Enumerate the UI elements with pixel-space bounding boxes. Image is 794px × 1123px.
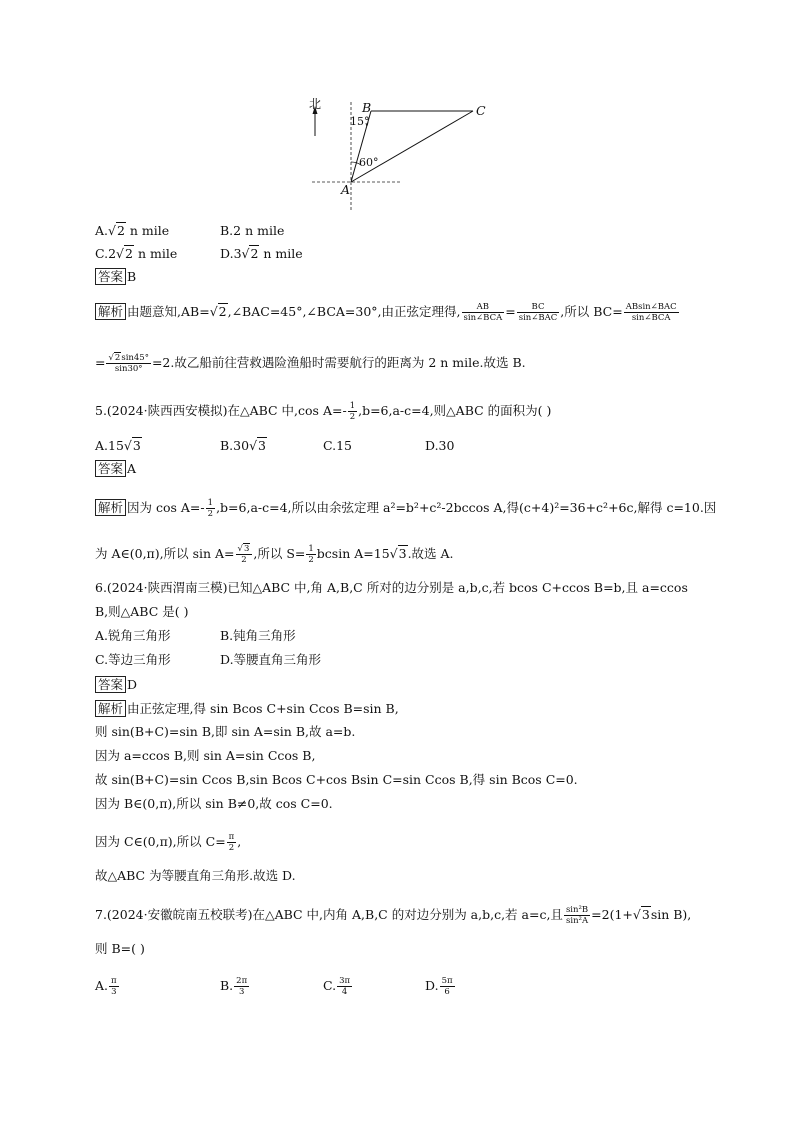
figure-angle-60: 60°: [359, 156, 379, 169]
q6-option-b: B.钝角三角形: [220, 628, 296, 643]
q5-analysis-line1: 解析 因为 cos A=- $\frac{1}{2}$ ,b=6,a-c=4,所以由余弦定理 a²=b²+c²-2bccos A,得(c+4)²=36+c²+6c,解得 c=10.因: [95, 498, 716, 519]
q6-option-c: C.等边三角形: [95, 652, 171, 667]
answer-tag: 答案: [95, 268, 126, 285]
analysis-tag: 解析: [95, 700, 126, 717]
q5-analysis-line2: 为 A∈(0,π),所以 sin A= $\frac{√3}{2}$ ,所以 S= $\frac{1}{2}$ bcsin A=15√3.故选 A.: [95, 544, 454, 565]
q5-option-c: C.15: [323, 438, 352, 453]
q4-option-d: D.3√2 n mile: [220, 246, 303, 261]
q4-analysis-line2: = $\frac{√2\sin 45^\circ}{\sin 30^\circ}$ =2.故乙船前往营救遇险渔船时需要航行的距离为 2 n mile.故选 B.: [95, 353, 526, 374]
analysis-tag: 解析: [95, 499, 126, 516]
q6-analysis-line2: 则 sin(B+C)=sin B,即 sin A=sin B,故 a=b.: [95, 724, 356, 739]
analysis-tag: 解析: [95, 303, 126, 320]
q5-option-d: D.30: [425, 438, 455, 453]
answer-tag: 答案: [95, 676, 126, 693]
figure-label-A: A: [341, 182, 351, 197]
q6-stem-line1: 6.(2024·陕西渭南三模)已知△ABC 中,角 A,B,C 所对的边分别是 a,b,c,若 bcos C+ccos B=b,且 a=ccos: [95, 580, 688, 595]
q4-answer: 答案 B: [95, 268, 136, 285]
q5-answer: 答案 A: [95, 460, 136, 477]
figure-angle-15: 15°: [350, 115, 370, 128]
q4-option-c: C.2√2 n mile: [95, 246, 178, 261]
q7-option-b: B. $\frac{2\pi}{3}$: [220, 976, 248, 997]
q5-option-b: B.30√3: [220, 438, 266, 453]
q6-stem-line2: B,则△ABC 是( ): [95, 604, 189, 619]
q7-option-c: C. $\frac{3\pi}{4}$: [323, 976, 351, 997]
q6-option-d: D.等腰直角三角形: [220, 652, 322, 667]
q6-analysis-line1: 解析 由正弦定理,得 sin Bcos C+sin Ccos B=sin B,: [95, 700, 399, 717]
q6-analysis-line3: 因为 a=ccos B,则 sin A=sin Ccos B,: [95, 748, 316, 763]
q4-option-a: A.√2 n mile: [95, 223, 170, 238]
q6-answer: 答案 D: [95, 676, 137, 693]
q6-analysis-line5: 因为 B∈(0,π),所以 sin B≠0,故 cos C=0.: [95, 796, 333, 811]
q6-analysis-line7: 故△ABC 为等腰直角三角形.故选 D.: [95, 868, 296, 883]
q5-option-a: A.15√3: [95, 438, 141, 453]
q6-option-a: A.锐角三角形: [95, 628, 171, 643]
q6-analysis-line6: 因为 C∈(0,π),所以 C= $\frac{\pi}{2}$ ,: [95, 832, 242, 853]
answer-tag: 答案: [95, 460, 126, 477]
figure-north-label: 北: [309, 97, 322, 111]
figure-label-B: B: [362, 100, 372, 115]
q5-stem: 5.(2024·陕西西安模拟)在△ABC 中,cos A=- $\frac{1}{2}$ ,b=6,a-c=4,则△ABC 的面积为( ): [95, 401, 552, 422]
navigation-figure: [300, 92, 520, 217]
q4-analysis-line1: 解析 由题意知,AB=√2,∠BAC=45°,∠BCA=30°,由正弦定理得, $\frac{AB}{\text{sin∠BCA}}$ = $\frac{BC}{\text{sin∠BAC}}$ ,所以 BC= $\frac{\text{ABsin∠BAC}}{\text{sin∠BCA}}$: [95, 302, 680, 323]
q4-option-b: B.2 n mile: [220, 223, 285, 238]
q7-option-d: D. $\frac{5\pi}{6}$: [425, 976, 453, 997]
q7-stem-line1: 7.(2024·安徽皖南五校联考)在△ABC 中,内角 A,B,C 的对边分别为 a,b,c,若 a=c,且 $\frac{\text{sin²B}}{\text{sin²A}}$ =2(1+√3sin B),: [95, 905, 692, 926]
figure-label-C: C: [476, 103, 486, 118]
q7-option-a: A. $\frac{\pi}{3}$: [95, 976, 117, 997]
q6-analysis-line4: 故 sin(B+C)=sin Ccos B,sin Bcos C+cos Bsin C=sin Ccos B,得 sin Bcos C=0.: [95, 772, 578, 787]
q7-stem-line2: 则 B=( ): [95, 941, 145, 956]
